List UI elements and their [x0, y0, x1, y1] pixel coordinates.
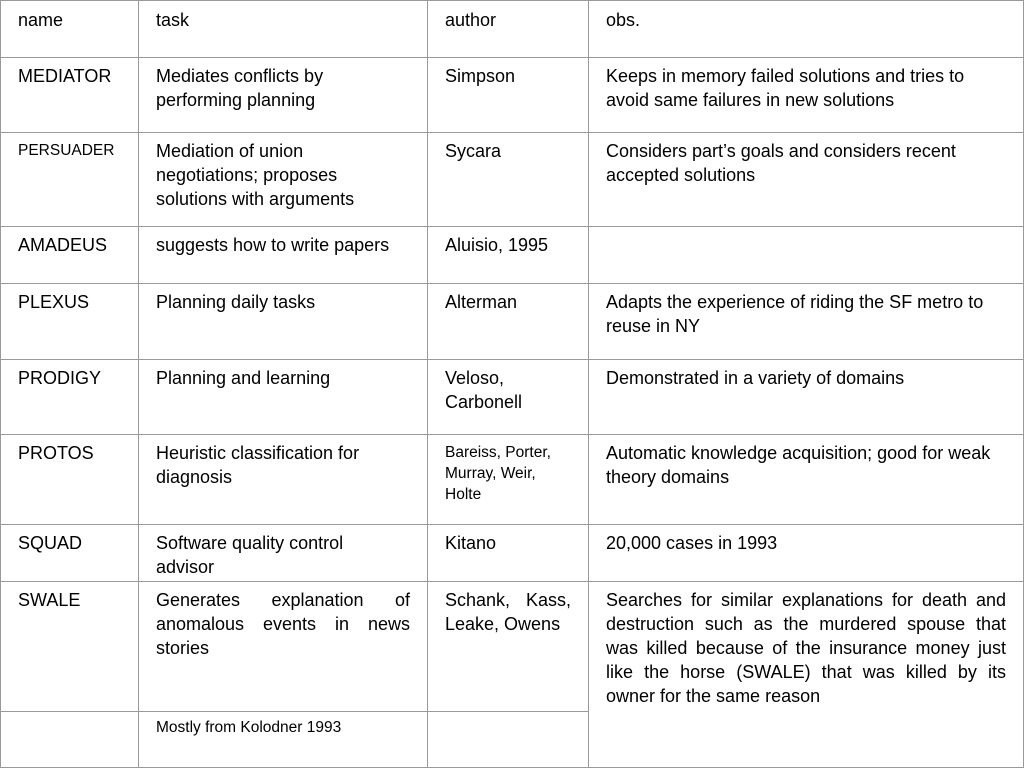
cell-name: PRODIGY — [18, 368, 102, 388]
cell-obs: 20,000 cases in 1993 — [606, 533, 778, 553]
cell-obs: Searches for similar explanations for death and destruction such as the murdered spouse that was killed because of the insurance money just like the horse (SWALE) that was killed by its owner for the same reason — [606, 590, 1006, 706]
table-border-top — [0, 0, 1024, 1]
column-divider — [588, 0, 589, 768]
cell-author: Aluisio, 1995 — [445, 235, 549, 255]
header-obs: obs. — [606, 10, 641, 30]
header-name: name — [18, 10, 64, 30]
cell-task: suggests how to write papers — [156, 235, 390, 255]
cell-name: AMADEUS — [18, 235, 108, 255]
column-divider — [427, 0, 428, 768]
cell-task: Mediates conflicts by performing planning — [156, 66, 324, 110]
cell-author: Sycara — [445, 141, 502, 161]
cell-name: MEDIATOR — [18, 66, 112, 86]
row-divider — [0, 524, 1024, 525]
header-task: task — [156, 10, 190, 30]
cell-name: PERSUADER — [18, 142, 115, 159]
row-divider — [0, 434, 1024, 435]
cell-obs: Adapts the experience of riding the SF metro to reuse in NY — [606, 292, 984, 336]
cell-author: Schank, Kass, Leake, Owens — [445, 590, 571, 634]
row-divider — [0, 581, 1024, 582]
cell-task: Planning daily tasks — [156, 292, 316, 312]
cell-name: SWALE — [18, 590, 81, 610]
cell-obs: Keeps in memory failed solutions and tries to avoid same failures in new solutions — [606, 66, 965, 110]
row-divider — [0, 132, 1024, 133]
header-author: author — [445, 10, 497, 30]
row-divider — [0, 359, 1024, 360]
cell-author: Veloso, Carbonell — [445, 368, 523, 412]
cell-task: Software quality control advisor — [156, 533, 344, 577]
cell-name: PROTOS — [18, 443, 94, 463]
row-divider — [0, 711, 588, 712]
cell-author: Alterman — [445, 292, 518, 312]
cell-task: Planning and learning — [156, 368, 331, 388]
cell-author: Kitano — [445, 533, 497, 553]
cell-task: Mediation of union negotiations; proposes solutions with arguments — [156, 141, 355, 209]
cell-task: Heuristic classification for diagnosis — [156, 443, 360, 487]
row-divider — [0, 57, 1024, 58]
cell-name: PLEXUS — [18, 292, 90, 312]
source-note: Mostly from Kolodner 1993 — [156, 719, 342, 736]
row-divider — [0, 226, 1024, 227]
table-border-left — [0, 0, 1, 768]
column-divider — [138, 0, 139, 768]
cell-name: SQUAD — [18, 533, 83, 553]
cell-obs: Considers part’s goals and considers recent accepted solutions — [606, 141, 956, 185]
row-divider — [0, 283, 1024, 284]
cell-task: Generates explanation of anomalous events in news stories — [156, 590, 410, 658]
cell-obs: Automatic knowledge acquisition; good for weak theory domains — [606, 443, 991, 487]
cell-author: Simpson — [445, 66, 516, 86]
cell-obs: Demonstrated in a variety of domains — [606, 368, 905, 388]
cell-author: Bareiss, Porter, Murray, Weir, Holte — [445, 444, 551, 503]
